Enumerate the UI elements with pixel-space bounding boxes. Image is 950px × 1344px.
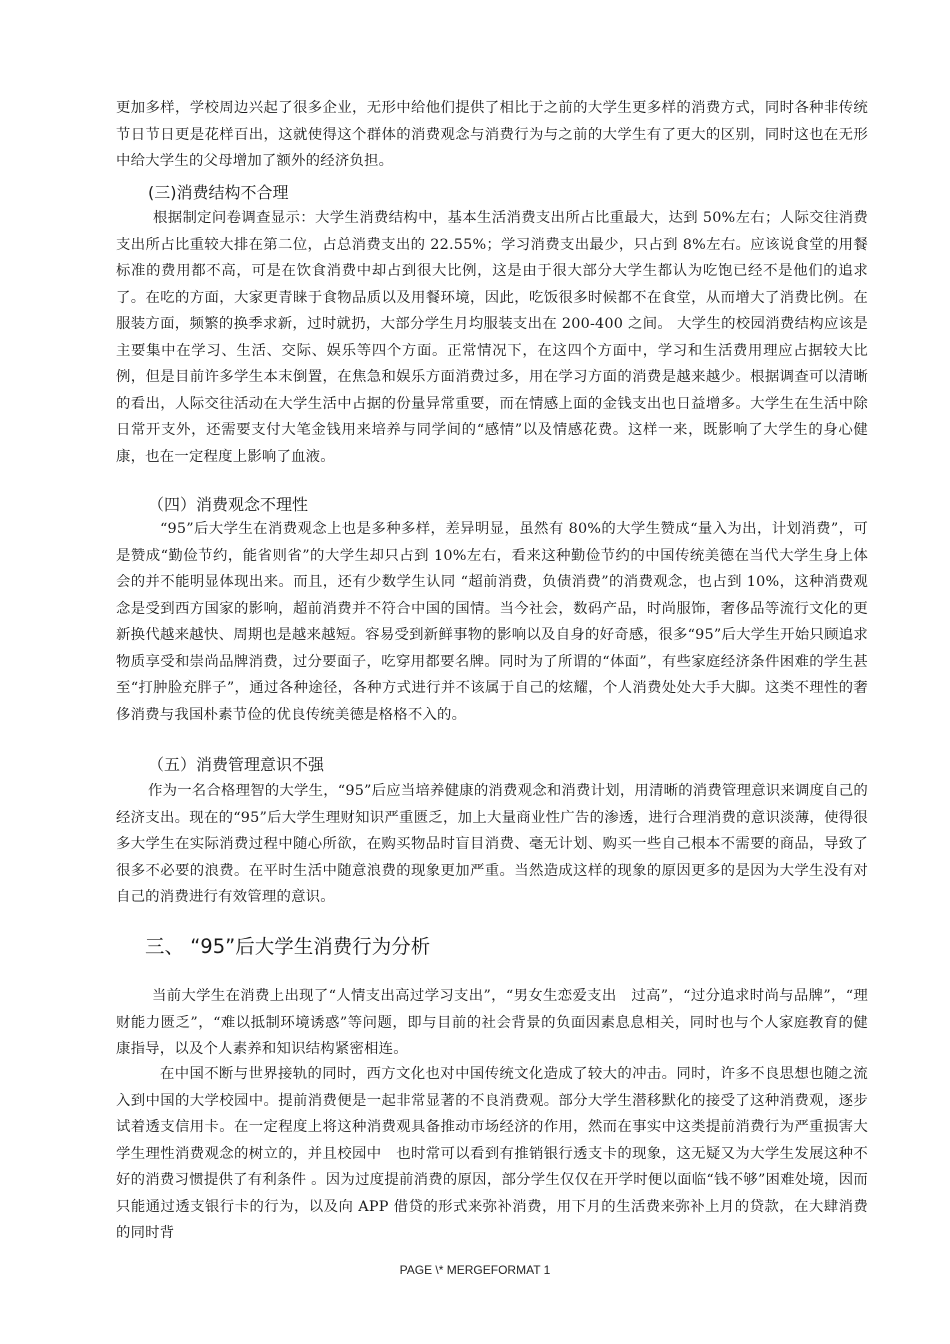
section-paragraph-consumption-structure: 根据制定问卷调查显示：大学生消费结构中，基本生活消费支出所占比重最大，达到 50%左右；人际交往消费支出所占比重较大排在第二位，占总消费支出的 22.55%；学习消费支出最少，只占到 8%左右。应该说食堂的用餐标准的费用都不高，可是在饮食消费中却占到很大比例，这是由于很大部分大学生都认为吃饱已经不是他们的追求了。在吃的方面，大家更青睐于食物品质以及用餐环境，因此，吃饭很多时候都不在食堂，从而增大了消费比例。在服装方面，频繁的换季求新，过时就扔，大部分学生月均服装支出在 200-400 之间。 大学生的校园消费结构应该是主要集中在学习、生活、交际、娱乐等四个方面。正常情况下，在这四个方面中，学习和生活费用理应占据较大比例，但是目前许多学生本末倒置，在焦急和娱乐方面消费过多，用在学习方面的消费是越来越少。根据调查可以清晰的看出，人际交往活动在大学生活中占据的份量异常重要，而在情感上面的金钱支出也日益增多。大学生在生活中除日常开支外，还需要支付大笔金钱用来培养与同学间的“感情”以及情感花费。这样一来，既影响了大学生的身心健康，也在一定程度上影响了血液。 (116, 210, 868, 465)
intro-paragraph: 更加多样，学校周边兴起了很多企业，无形中给他们提供了相比于之前的大学生更多样的消费方式，同时各种非传统节日节日更是花样百出，这就使得这个群体的消费观念与消费行为与之前的大学生有了更大的区别，同时这也在无形中给大学生的父母增加了额外的经济负担。 (116, 100, 868, 169)
chapter-paragraph-1: 当前大学生在消费上出现了“人情支出高过学习支出”，“男女生恋爱支出 过高”，“过分追求时尚与品牌”，“理财能力匮乏”，“难以抵制环境诱惑”等问题，即与目前的社会背景的负面因素息息相关，同时也与个人家庭教育的健康指导，以及个人素养和知识结构紧密相连。 (116, 988, 868, 1057)
section-heading-irrational-concept: （四）消费观念不理性 (148, 495, 309, 514)
section-paragraph-irrational-concept: “95”后大学生在消费观念上也是多种多样，差异明显，虽然有 80%的大学生赞成“量入为出，计划消费”，可是赞成“勤俭节约，能省则省”的大学生却只占到 10%左右，看来这种勤俭节约的中国传统美德在当代大学生身上体会的并不能明显体现出来。而且，还有少数学生认同 “超前消费，负债消费”的消费观念，也占到 10%，这种消费观念是受到西方国家的影响，超前消费并不符合中国的国情。当今社会，数码产品，时尚服饰，奢侈品等流行文化的更新换代越来越快、周期也是越来越短。容易受到新鲜事物的影响以及自身的好奇感，很多“95”后大学生开始只顾追求物质享受和崇尚品牌消费，过分要面子，吃穿用都要名牌。同时为了所谓的“体面”，有些家庭经济条件困难的学生甚至“打肿脸充胖子”，通过各种途径，各种方式进行并不该属于自己的炫耀，个人消费处处大手大脚。这类不理性的奢侈消费与我国朴素节俭的优良传统美德是格格不入的。 (116, 521, 868, 723)
chapter-paragraph-2: 在中国不断与世界接轨的同时，西方文化也对中国传统文化造成了较大的冲击。同时，许多不良思想也随之流入到中国的大学校园中。提前消费便是一起非常显著的不良消费观。部分大学生潜移默化的接受了这种消费观，逐步试着透支信用卡。在一定程度上将这种消费观具备推动市场经济的作用，然而在事实中这类提前消费行为严重损害大学生理性消费观念的树立的，并且校园中 也时常可以看到有推销银行透支卡的现象，这无疑又为大学生发展这种不好的消费习惯提供了有利条件 。因为过度提前消费的原因，部分学生仅仅在开学时便以面临“钱不够”困难处境，因而只能通过透支银行卡的行为，以及向 APP 借贷的形式来弥补消费，用下月的生活费来弥补上月的贷款，在大肆消费的同时背 (116, 1066, 868, 1241)
section-heading-weak-management: （五）消费管理意识不强 (148, 755, 325, 774)
page-footer: PAGE \* MERGEFORMAT 1 (399, 1263, 551, 1277)
section-heading-consumption-structure: (三)消费结构不合理 (148, 183, 289, 202)
chapter-heading: 三、 “95”后大学生消费行为分析 (145, 935, 431, 958)
section-paragraph-weak-management: 作为一名合格理智的大学生，“95”后应当培养健康的消费观念和消费计划，用清晰的消费管理意识来调度自己的经济支出。现在的“95”后大学生理财知识严重匮乏，加上大量商业性广告的渗透，进行合理消费的意识淡薄，使得很多大学生在实际消费过程中随心所欲，在购买物品时盲目消费、毫无计划、购买一些自己根本不需要的商品，导致了很多不必要的浪费。在平时生活中随意浪费的现象更加严重。当然造成这样的现象的原因更多的是因为大学生没有对自己的消费进行有效管理的意识。 (116, 783, 868, 905)
